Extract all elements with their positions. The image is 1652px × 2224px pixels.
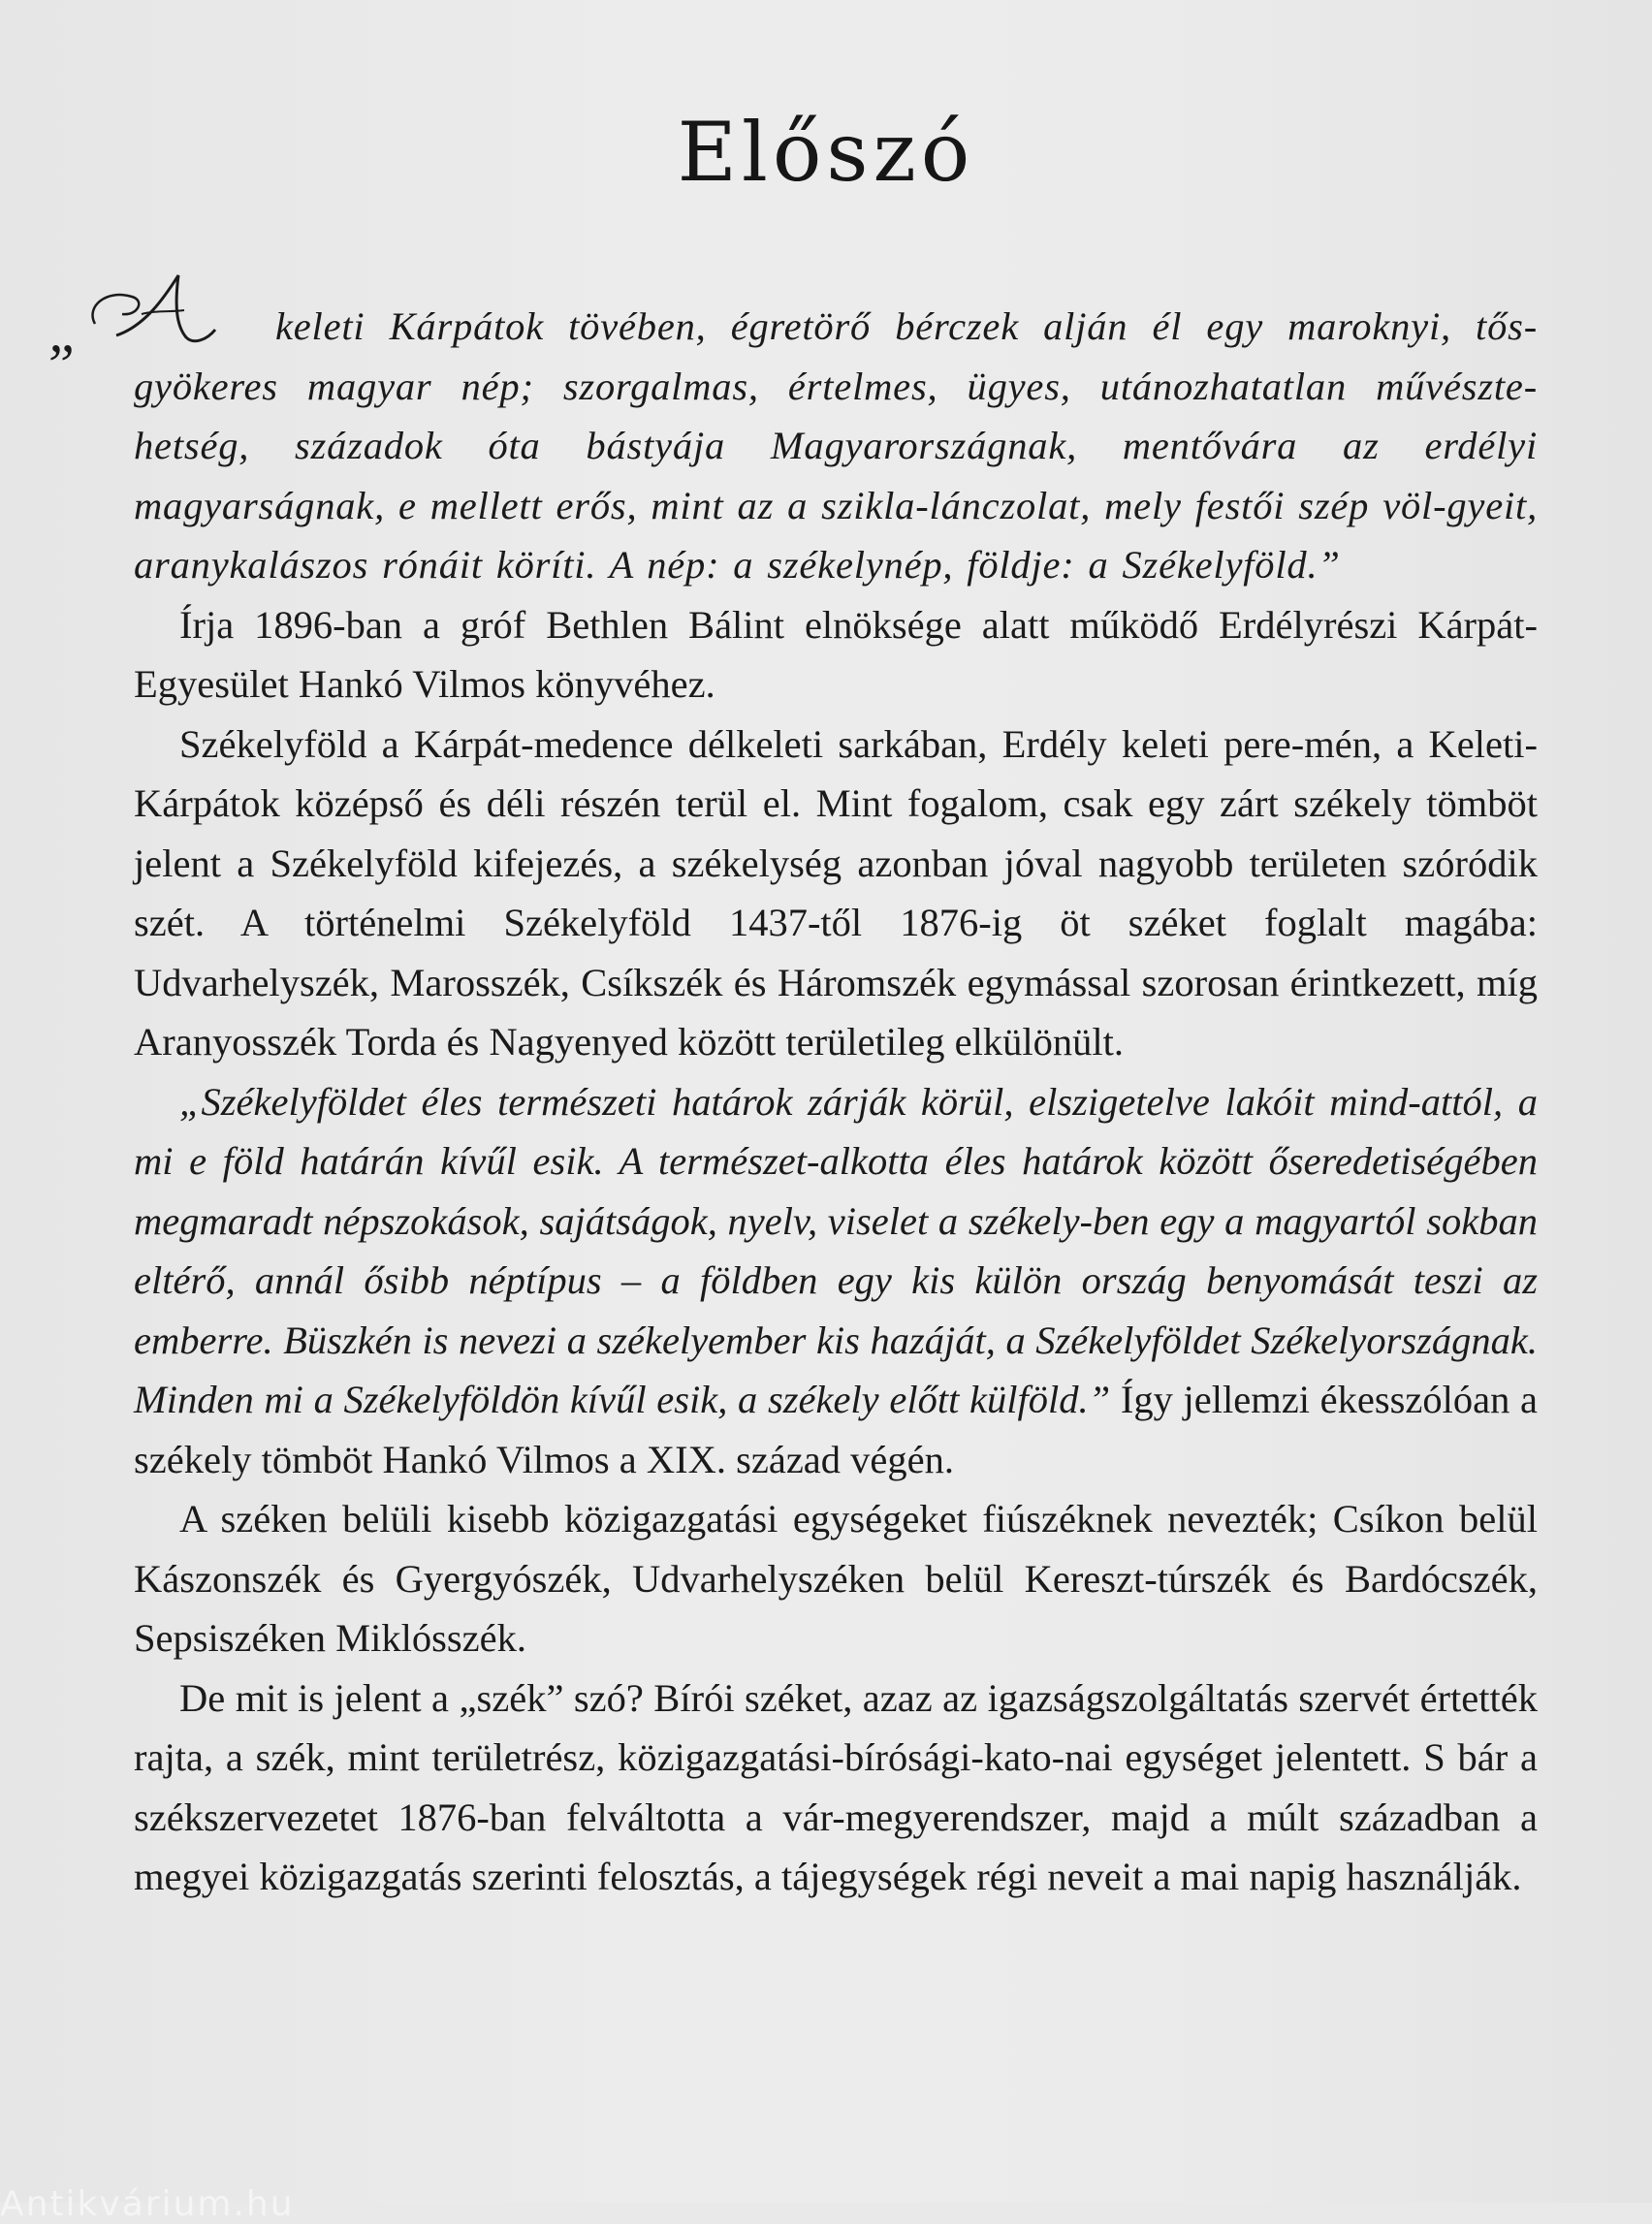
paragraph-4 <box>134 1072 1538 1490</box>
page-title: Előszó <box>677 105 975 200</box>
dropcap-swash-ornament <box>78 268 223 355</box>
paragraph-3: Székelyföld a Kárpát-medence délkeleti sarkában, Erdély keleti pere-mén, a Keleti-Kárpátok középső és déli részén terül el. Mint fogalom, csak egy zárt székely tömböt jelent a Székelyföld kifejezés, a székelység azonban jóval nagyobb területen szóródik szét. A történelmi Székelyföld 1437-től 1876-ig öt széket foglalt magába: Udvarhelyszék, Marosszék, Csíkszék és Háromszék egymással szorosan érintkezett, míg Aranyosszék Torda és Nagyenyed között területileg elkülönült. <box>134 721 1538 1064</box>
paragraph-4-rest: Így jellemzi ékesszólóan a székely tömböt Hankó Vilmos a XIX. század végén. <box>134 1378 1538 1481</box>
paragraph-1-text: keleti Kárpátok tövében, égretörő bérczek alján él egy maroknyi, tős-gyökeres magyar nép; szorgalmas, értelmes, ügyes, utánozhatatlan művészte-hetség, századok óta bástyája Magyarországnak, mentővára az erdélyi magyarságnak, e mellett erős, mint az a szikla-lánczolat, mely festői szép völ-gyeit, aranykalászos rónáit köríti. A nép: a székelynép, földje: a Székelyföld.” <box>134 304 1538 587</box>
paragraph-opening-quote <box>48 297 1538 595</box>
body-text <box>48 297 1538 1907</box>
dropcap <box>48 264 233 370</box>
paragraph-5: A széken belüli kisebb közigazgatási egységeket fiúszéknek nevezték; Csíkon belül Kászonszék és Gyergyószék, Udvarhelyszéken belül Kereszt-túrszék és Bardócszék, Sepsiszéken Miklósszék. <box>134 1497 1538 1660</box>
paragraph-2: Írja 1896-ban a gróf Bethlen Bálint elnöksége alatt működő Erdélyrészi Kárpát-Egyesület Hankó Vilmos könyvéhez. <box>134 602 1538 706</box>
paragraph-4-quote: „Székelyföldet éles természeti határok zárják körül, elszigetelve lakóit mind-attól, a mi e föld határán kívűl esik. A természet-alkotta éles határok között őseredetiségében megmaradt népszokások, sajátságok, nyelv, viselet a székely-ben egy a magyartól sokban eltérő, annál ősibb néptípus – a földben egy kis külön ország benyomását teszi az emberre. Büszkén is nevezi a székelyember kis hazáját, a Székelyföldet Székelyországnak. Minden mi a Székelyföldön kívűl esik, a székely előtt külföld.” <box>134 1079 1538 1421</box>
watermark: Antikvárium.hu <box>0 2184 295 2224</box>
paragraph-6: De mit is jelent a „szék” szó? Bírói széket, azaz az igazságszolgáltatás szervét értették rajta, a szék, mint területrész, közigazgatási-bírósági-kato-nai egységet jelentett. S bár a székszervezetet 1876-ban felváltotta a vár-megyerendszer, majd a múlt században a megyei közigazgatás szerinti felosztás, a tájegységek régi neveit a mai napig használják. <box>134 1675 1538 1898</box>
dropcap-open-quote: „ <box>48 300 82 364</box>
